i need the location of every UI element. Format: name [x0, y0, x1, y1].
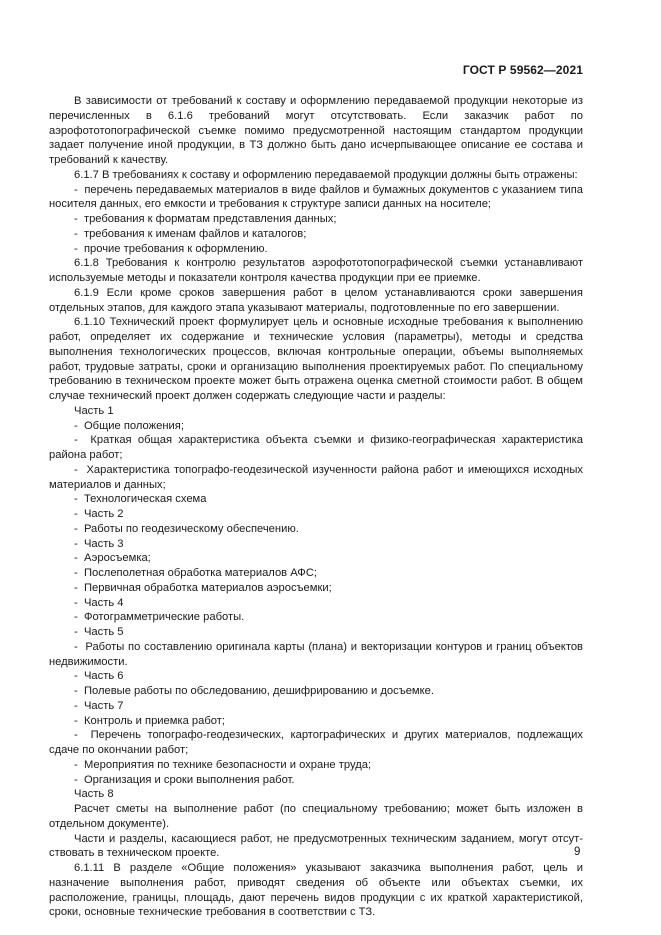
- paragraph: Части и разделы, касающиеся работ, не предусмотренных техническим заданием, могут отсутствовать в техническом проекте.: [49, 832, 583, 860]
- list-item: - Работы по составлению оригинала карты (плана) и векторизации контуров и границ объектов недвижимости.: [49, 640, 583, 670]
- standard-designation: ГОСТ Р 59562—2021: [462, 63, 583, 77]
- list-item: - Послеполетная обработка материалов АФС;: [49, 566, 583, 581]
- paragraph: Расчет сметы на выполнение работ (по специальному требованию; может быть изложен в отдельном документе).: [49, 803, 583, 830]
- list-item: - Перечень топографо-геодезических, картографических и других материалов, подлежащих сдаче по окончании работ;: [49, 728, 583, 758]
- list-item: - требования к именам файлов и каталогов;: [49, 227, 583, 242]
- page-number: 9: [574, 846, 581, 858]
- list-item: - Мероприятия по технике безопасности и охране труда;: [49, 758, 583, 773]
- clause-6-1-7: 6.1.7 В требованиях к составу и оформлению передаваемой продукции должны быть отражены:: [74, 168, 578, 181]
- clause-6-1-9: 6.1.9 Если кроме сроков завершения работ в целом устанавливаются сроки завершения отдельных этапов, для каждого этапа указывают материалы, подготовленные по его завершении.: [49, 286, 583, 314]
- list-item: - Часть 4: [49, 596, 583, 611]
- list-item: - Часть 5: [49, 625, 583, 640]
- list-item: - Полевые работы по обследованию, дешифрированию и досъемке.: [49, 684, 583, 699]
- paragraph: В зависимости от требований к составу и оформлению передаваемой продукции некоторые из перечисленных в 6.1.6 требований могут отсутствовать. Если заказчик работ по аэрофототопографической съемке помимо предусмотренной настоящим стандартом продукции задает получение иной продукции, в ТЗ должно быть дано исчерпывающее описание ее состава и требований к качеству.: [49, 95, 583, 166]
- document-body: [49, 94, 583, 920]
- clause-6-1-10: 6.1.10 Технический проект формулирует цель и основные исходные требования к выполнению работ, определяет их содержание и технические условия (параметры), методы и средства выполнения технологических процессов, включая контрольные операции, объемы выполняемых работ, трудовые затраты, сроки и организацию выполнения проектируемых работ. По специальному требованию в техническом проекте может быть отражена оценка сметной стоимости работ. В общем случае технический проект должен содержать следующие части и разделы:: [49, 316, 583, 402]
- part-heading: Часть 1: [74, 404, 114, 417]
- part-heading: Часть 8: [74, 788, 114, 801]
- list-item: - Аэросъемка;: [49, 551, 583, 566]
- list-item: - Фотограмметрические работы.: [49, 610, 583, 625]
- list-item: - Контроль и приемка работ;: [49, 714, 583, 729]
- list-item: - Краткая общая характеристика объекта съемки и физико-географическая характеристика района работ;: [49, 433, 583, 463]
- list-item: - Первичная обработка материалов аэросъемки;: [49, 581, 583, 596]
- list-item: - Часть 3: [49, 537, 583, 552]
- list-item: - Часть 6: [49, 669, 583, 684]
- list-item: - Технологическая схема: [49, 492, 583, 507]
- list-item: - Характеристика топографо-геодезической изученности района работ и имеющихся исходных материалов и данных;: [49, 463, 583, 493]
- list-item: - Часть 2: [49, 507, 583, 522]
- list-item: - Работы по геодезическому обеспечению.: [49, 522, 583, 537]
- clause-6-1-8: 6.1.8 Требования к контролю результатов аэрофототопографической съемки устанавливают используемые методы и показатели контроля качества продукции при ее приемке.: [49, 257, 583, 284]
- clause-6-1-11: 6.1.11 В разделе «Общие положения» указывают заказчика выполнения работ, цель и назначение выполнения работ, приводят сведения об объекте или объектах съемки, их расположение, границы, площадь, дают перечень видов продукции с их краткой характеристикой, сроки, основные технические требования в соответствии с ТЗ.: [49, 862, 583, 919]
- list-item: - прочие требования к оформлению.: [49, 242, 583, 257]
- list-item: - требования к форматам представления данных;: [49, 212, 583, 227]
- list-item: - Организация и сроки выполнения работ.: [49, 773, 583, 788]
- list-item: - Общие положения;: [49, 419, 583, 434]
- list-item: - Часть 7: [49, 699, 583, 714]
- list-item: - перечень передаваемых материалов в виде файлов и бумажных документов с указанием типа носителя данных, его емкости и требования к структуре записи данных на носителе;: [49, 183, 583, 213]
